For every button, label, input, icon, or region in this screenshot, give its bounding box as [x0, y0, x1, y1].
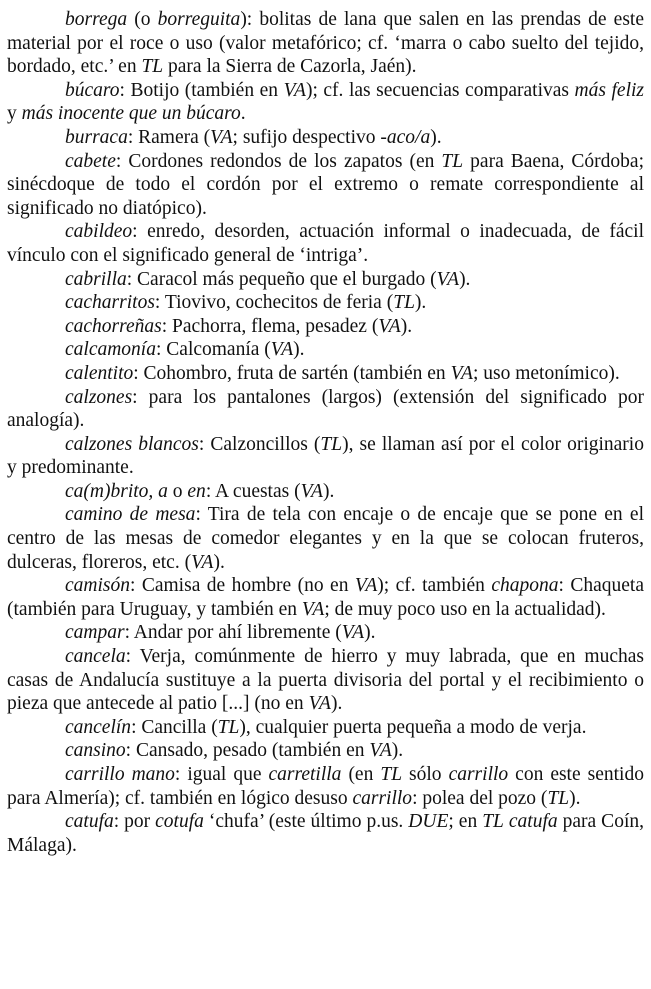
italic-text: VA — [210, 126, 233, 148]
text-run: : A cuestas ( — [205, 480, 301, 502]
italic-text: TL — [320, 433, 343, 455]
dictionary-entry — [7, 268, 644, 292]
italic-text: chapona — [491, 575, 559, 597]
italic-text: más feliz — [574, 79, 644, 101]
italic-text: carrillo — [448, 764, 509, 785]
italic-text: VA — [450, 362, 473, 384]
italic-text: catufa — [65, 811, 114, 833]
text-run: ). — [391, 740, 404, 762]
italic-text: cancelín — [65, 716, 132, 738]
dictionary-entry — [7, 150, 644, 221]
text-run: ). — [459, 268, 471, 290]
italic-text: VA — [341, 622, 365, 644]
text-run: ). — [330, 693, 343, 715]
italic-text: VA — [283, 79, 306, 101]
text-run: : Botijo (también en — [119, 79, 284, 101]
italic-text: TL — [482, 811, 504, 833]
dictionary-entry — [7, 126, 644, 150]
dictionary-entry — [7, 810, 644, 857]
text-run: : Camisa de hombre (no en — [130, 575, 355, 597]
text-run: : Cordones redondos de los zapatos (en — [115, 150, 442, 172]
italic-text: VA — [308, 693, 331, 715]
italic-text: borreguita — [157, 9, 241, 30]
italic-text: TL — [393, 292, 415, 314]
dictionary-entry — [7, 8, 644, 79]
text-run: ; en — [448, 811, 483, 833]
text-run: ); cf. las secuencias comparativas — [305, 79, 575, 101]
italic-text: calcamonía — [65, 339, 156, 361]
dictionary-entry — [7, 645, 644, 716]
italic-text: calzones — [65, 386, 133, 408]
italic-text: carretilla — [268, 764, 342, 785]
text-run: y — [7, 103, 22, 125]
italic-text: burraca — [65, 126, 128, 148]
text-run: : Cohombro, fruta de sartén (también en — [133, 362, 451, 384]
text-run: ); cf. también — [377, 575, 492, 597]
text-run: ), cualquier puerta pequeña a modo de verja. — [239, 716, 587, 738]
italic-text: camino de mesa — [65, 504, 196, 526]
dictionary-entry — [7, 362, 644, 386]
italic-text: catufa — [508, 811, 558, 833]
text-run: : por — [113, 811, 156, 833]
italic-text: TL — [547, 787, 570, 809]
text-run: : Verja, comúnmente de hierro y muy labrada, que en muchas casas de Andalucía sustituye a la puerta divisoria del portal y el recibimiento o pieza que antecede al patio [...] (no en — [7, 646, 644, 715]
italic-text: VA — [301, 598, 325, 620]
text-run: ). — [364, 622, 376, 644]
text-run: : Calcomanía ( — [155, 339, 271, 361]
text-run: ): bolitas de lana que salen en las prendas de este material por el roce o uso (valor metafórico; cf. ‘marra o cabo suelto del tejido, bordado, etc.’ en — [7, 9, 644, 78]
document-page — [7, 8, 644, 857]
text-run: ). — [213, 551, 225, 573]
text-run: ). — [430, 126, 442, 148]
text-run: : polea del pozo ( — [412, 787, 548, 809]
text-run: : Chaqueta (también para Uruguay, y también en — [7, 575, 645, 620]
italic-text: cacharritos — [65, 292, 155, 314]
italic-text: camisón — [65, 575, 130, 597]
dictionary-entry — [7, 716, 644, 740]
italic-text: cansino — [65, 740, 126, 762]
text-run: : igual que — [174, 764, 269, 785]
text-run: : para los pantalones (largos) (extensión del significado por analogía). — [7, 386, 644, 432]
dictionary-entry — [7, 220, 644, 267]
text-run: ). — [414, 292, 427, 314]
dictionary-entry — [7, 291, 644, 315]
italic-text: VA — [436, 268, 460, 290]
text-run: ). — [400, 315, 413, 337]
text-run: ; uso metonímico). — [472, 362, 620, 384]
text-run: : enredo, desorden, actuación informal o inadecuada, de fácil vínculo con el significado general de ‘intriga’. — [7, 221, 644, 266]
italic-text: carrillo mano — [65, 764, 175, 785]
text-run: para la Sierra de Cazorla, Jaén). — [163, 56, 417, 78]
italic-text: TL — [217, 716, 240, 738]
text-run: con este sentido para Almería); cf. también en lógico desuso — [7, 764, 644, 809]
text-run: : Caracol más pequeño que el burgado ( — [126, 268, 437, 290]
italic-text: cabete — [65, 150, 116, 172]
italic-text: búcaro — [65, 79, 120, 101]
text-run: ). — [569, 787, 581, 809]
dictionary-entry — [7, 480, 644, 504]
italic-text: TL — [380, 764, 403, 785]
text-run: ). — [293, 339, 305, 361]
dictionary-entry — [7, 386, 644, 433]
dictionary-entry — [7, 621, 644, 645]
italic-text: -aco/a — [380, 126, 431, 148]
italic-text: cabildeo — [65, 221, 133, 243]
italic-text: cabrilla — [65, 268, 127, 290]
dictionary-entry — [7, 574, 644, 621]
text-run: o — [167, 480, 188, 502]
dictionary-entry — [7, 315, 644, 339]
italic-text: cotufa — [155, 811, 204, 833]
text-run: para Coín, Málaga). — [7, 811, 644, 856]
italic-text: TL — [441, 150, 464, 172]
text-run: (o — [127, 9, 158, 30]
text-run: : Ramera ( — [127, 126, 211, 148]
text-run: para Baena, Córdoba; sinécdoque de todo el cordón por el extremo o remate correspondiente al significado no diatópico). — [7, 150, 644, 219]
dictionary-entry — [7, 739, 644, 763]
text-run: . — [240, 103, 246, 125]
italic-text: DUE — [408, 811, 449, 833]
dictionary-entry — [7, 338, 644, 362]
text-run: : Tira de tela con encaje o de encaje que se pone en el centro de las mesas de comedor elegantes y en la que se colocan fruteros, dulceras, floreros, etc. ( — [7, 504, 645, 573]
dictionary-entry — [7, 503, 644, 574]
text-run: sólo — [402, 764, 449, 785]
italic-text: VA — [369, 740, 392, 762]
italic-text: VA — [300, 480, 323, 502]
dictionary-entry — [7, 79, 644, 126]
italic-text: en — [187, 480, 206, 502]
italic-text: calentito — [65, 362, 134, 384]
italic-text: campar — [65, 622, 125, 644]
italic-text: borrega — [65, 9, 128, 30]
italic-text: ca(m)brito, a — [65, 480, 168, 502]
text-run: ). — [322, 480, 335, 502]
text-run: : Pachorra, flema, pesadez ( — [161, 315, 379, 337]
text-run: : Calzoncillos ( — [198, 433, 321, 455]
text-run: : Tiovivo, cochecitos de feria ( — [154, 292, 394, 314]
italic-text: TL — [141, 56, 164, 78]
italic-text: más inocente que un búcaro — [21, 103, 241, 125]
italic-text: carrillo — [352, 787, 413, 809]
text-run: : Cansado, pesado (también en — [125, 740, 370, 762]
text-run: : Andar por ahí libremente ( — [124, 622, 342, 644]
dictionary-entry — [7, 433, 644, 480]
italic-text: cancela — [65, 646, 126, 668]
italic-text: VA — [191, 551, 214, 573]
italic-text: cachorreñas — [65, 315, 162, 337]
text-run: ), se llaman así por el color originario y predominante. — [7, 433, 644, 479]
text-run: ; de muy poco uso en la actualidad). — [324, 598, 606, 620]
text-run: ‘chufa’ (este último p.us. — [203, 811, 409, 833]
dictionary-entry — [7, 763, 644, 810]
italic-text: VA — [378, 315, 401, 337]
text-run: : Cancilla ( — [131, 716, 218, 738]
italic-text: VA — [354, 575, 378, 597]
italic-text: VA — [270, 339, 294, 361]
text-run: (en — [341, 764, 381, 785]
text-run: ; sufijo despectivo — [232, 126, 381, 148]
italic-text: calzones blancos — [65, 433, 199, 455]
